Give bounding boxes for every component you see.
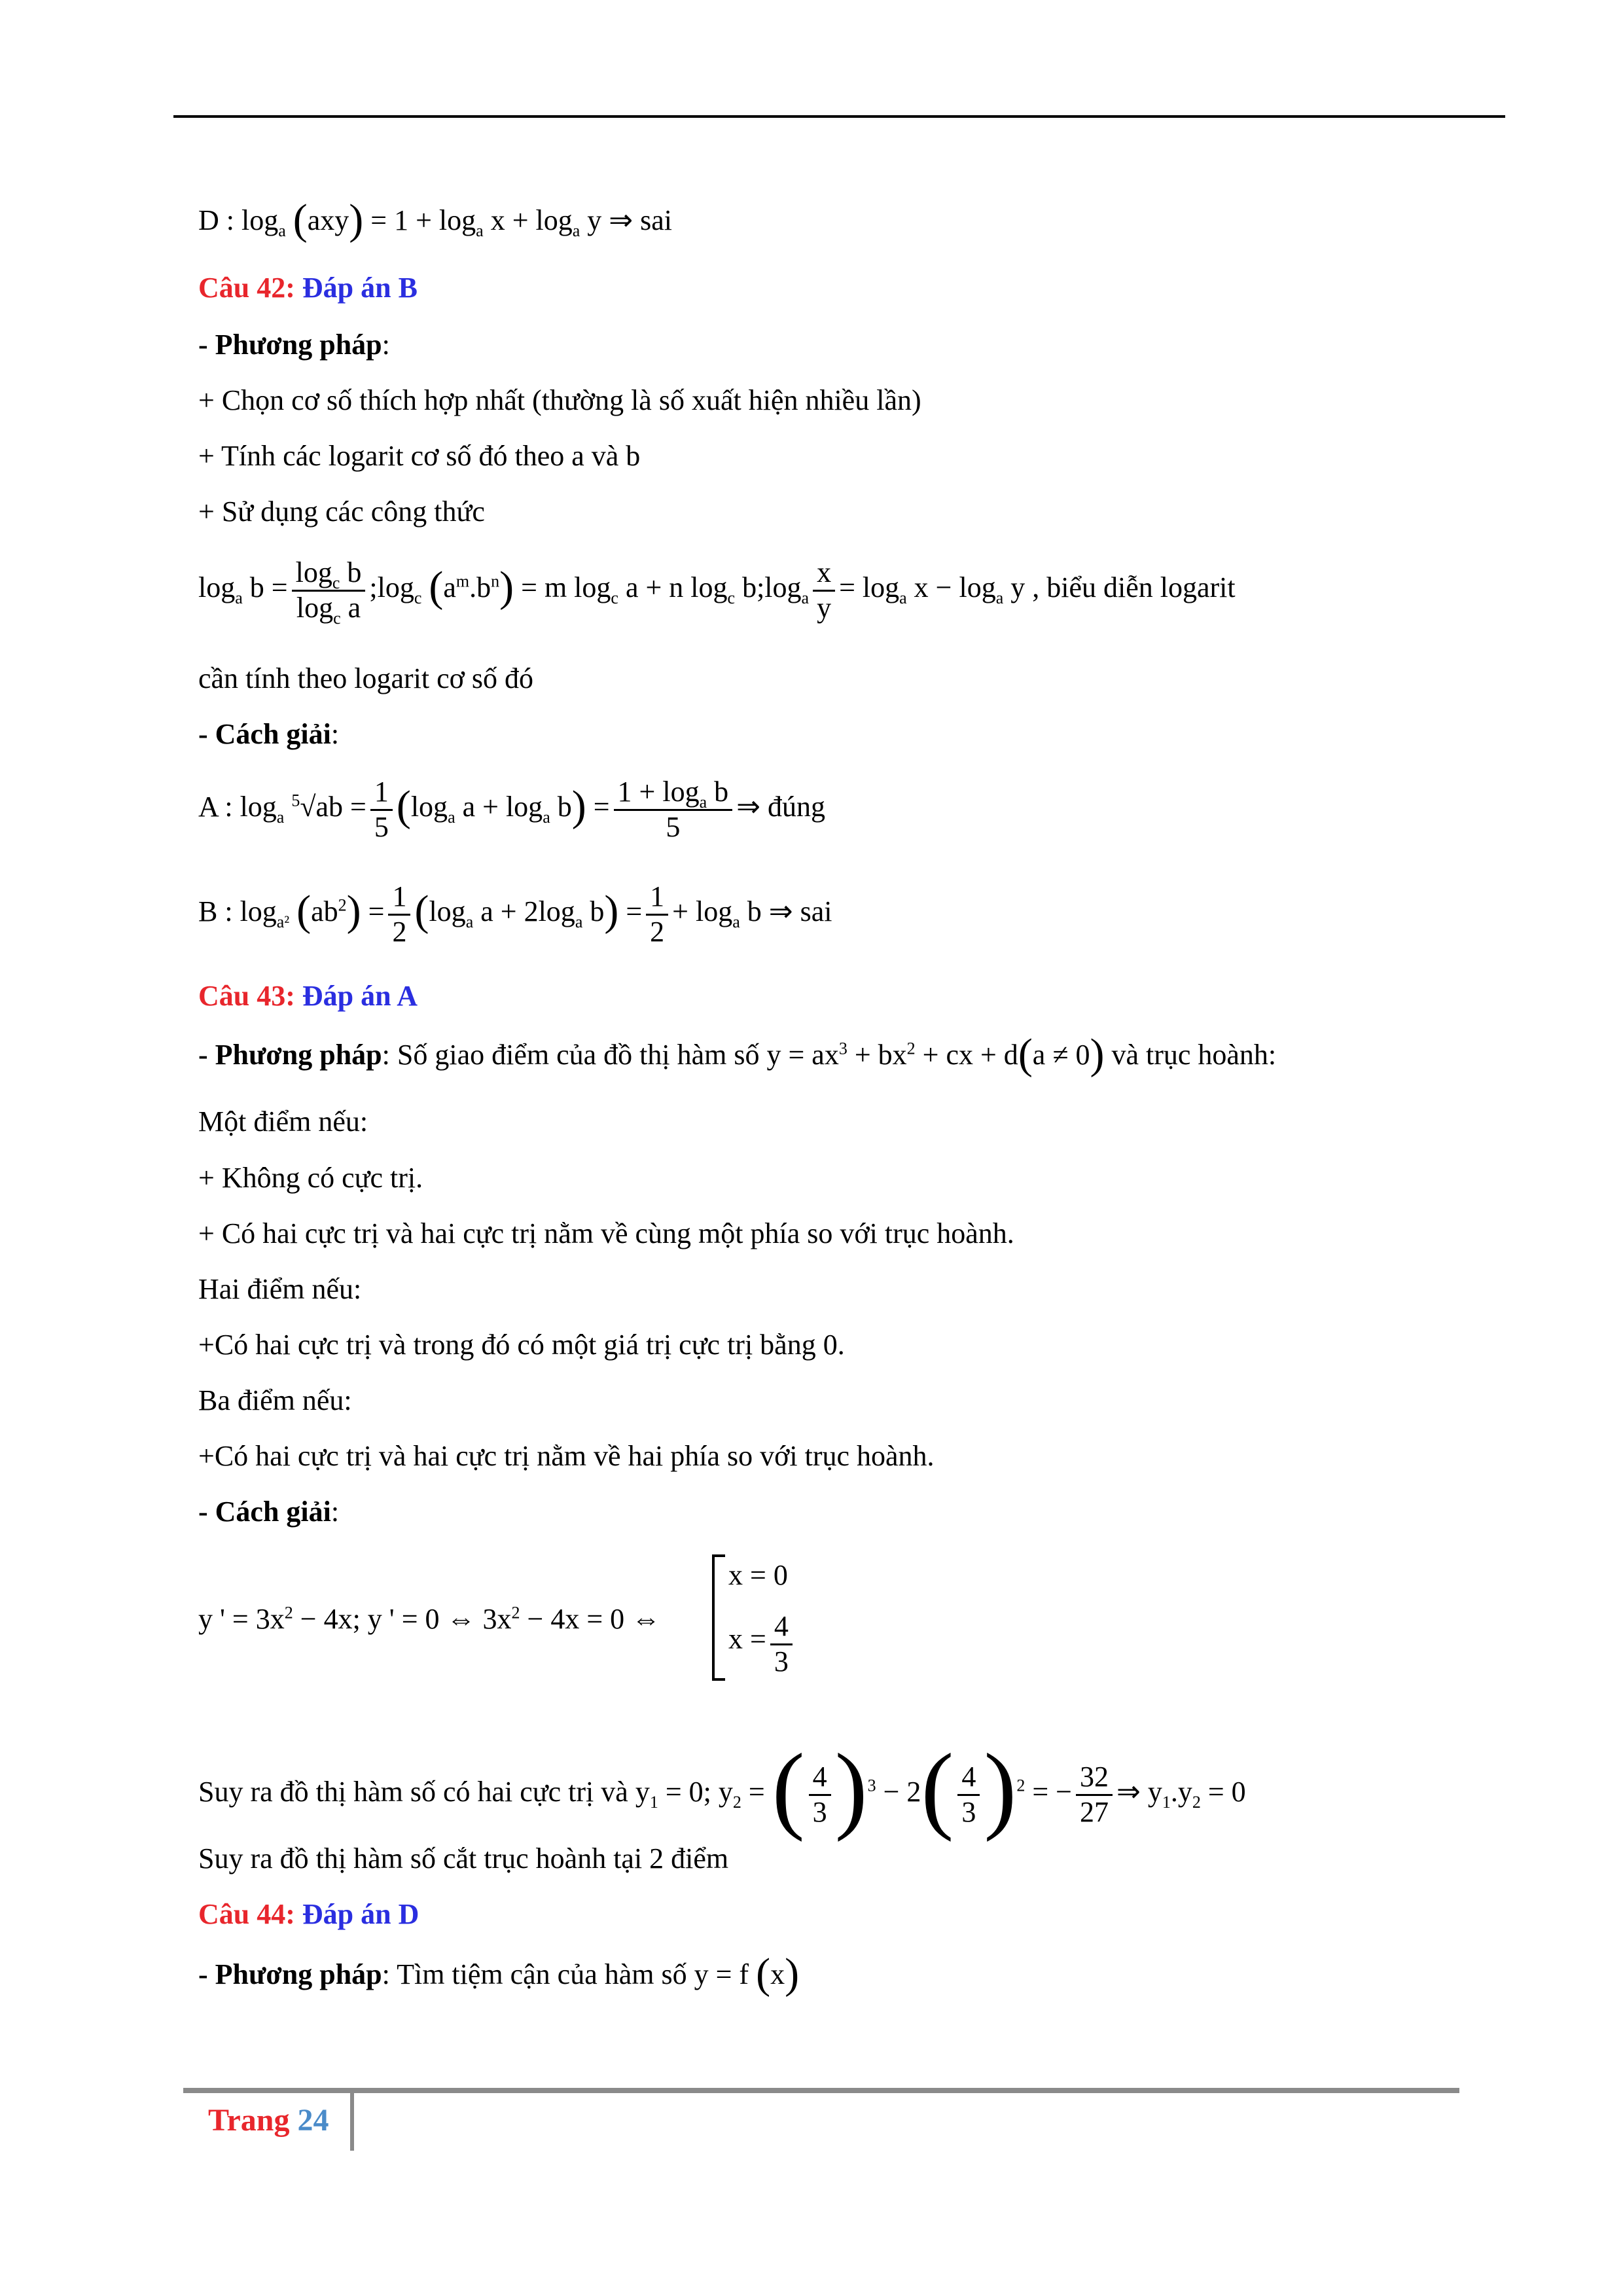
q43-line-7: +Có hai cực trị và hai cực trị nằm về hai phía so với trục hoành. xyxy=(198,1440,935,1472)
statement-b: B : $\log_{a^2} (ab^2)$ = $\frac{1}{2}$ ($\log_a$ $a + 2\log_a$ b) = $\frac{1}{2}$ + $\log_a b$ ⇒ sai xyxy=(198,880,832,948)
footer-divider xyxy=(350,2092,354,2151)
conclusion-43: Suy ra đồ thị hàm số cắt trục hoành tại 2 điểm xyxy=(198,1842,729,1874)
question-44-heading: Câu 44: Đáp án D xyxy=(198,1898,419,1930)
statement-d: D : $\log_a (axy) = 1 + \log_a x + \log_a y$ ⇒ sai xyxy=(198,196,673,243)
q43-line-1: Một điểm nếu: xyxy=(198,1105,368,1138)
q42-method-label: - Phương pháp: xyxy=(198,329,390,361)
log-formulas: $\log_a b$ = $\frac{\log_c b}{\log_c a}$ $;\log_c$ $(a^m.b^n) = m$ $\log_c a + n$ $\log_c$ $b;\log_a$ $\frac{x}{y}$ = $\log_a x - \log_a y$ , biểu diễn logarit xyxy=(198,556,1236,628)
q43-solution-label: - Cách giải: xyxy=(198,1496,340,1528)
q43-method: - Phương pháp: Số giao điểm của đồ thị hàm số $y = ax^3 + bx^2$ + cx + d(a ≠ 0) và trục hoành: xyxy=(198,1030,1277,1078)
q42-line-2: + Tính các logarit cơ số đó theo a và b xyxy=(198,440,641,472)
formula-continuation: cần tính theo logarit cơ số đó xyxy=(198,662,534,694)
derivative-equation: y ' = $3x^2 - 4x$; y ' = 0 ⇔ $3x^2 - 4x = 0$ ⇔ xyxy=(198,1603,661,1635)
footer-rule xyxy=(183,2088,1459,2093)
q43-line-4: Hai điểm nếu: xyxy=(198,1273,362,1305)
q42-line-1: + Chọn cơ số thích hợp nhất (thường là số xuất hiện nhiều lần) xyxy=(198,384,921,416)
q43-line-2: + Không có cực trị. xyxy=(198,1162,423,1194)
statement-a: A : $\log_a ^5√ab$ = $\frac{1}{5}$ ($\log_a$ $a + \log_a b$) = $\frac{1 + \log_a b}{5}$ ⇒ đúng xyxy=(198,776,826,843)
system-bracket xyxy=(712,1554,725,1681)
header-rule xyxy=(173,115,1505,118)
q43-line-3: + Có hai cực trị và hai cực trị nằm về cùng một phía so với trục hoành. xyxy=(198,1217,1014,1249)
q42-solution-label: - Cách giải: xyxy=(198,718,340,750)
extrema-values: Suy ra đồ thị hàm số có hai cực trị và $y_1 = 0$; $y_2$ = ( $\frac{4}{3}$ )$^3$ − 2( $\frac{4}{3}$ )$^2$ = − $\frac{32}{27}$ ⇒ $y_1.y_2 = 0$ xyxy=(198,1734,1246,1843)
question-43-heading: Câu 43: Đáp án A xyxy=(198,980,418,1012)
q43-line-6: Ba điểm nếu: xyxy=(198,1384,352,1416)
q44-method: - Phương pháp: Tìm tiệm cận của hàm số y = f (x) xyxy=(198,1950,800,1998)
q43-line-5: +Có hai cực trị và trong đó có một giá trị cực trị bằng 0. xyxy=(198,1329,845,1361)
root-x43: x = $\frac{4}{3}$ xyxy=(728,1610,796,1678)
question-42-heading: Câu 42: Đáp án B xyxy=(198,272,418,304)
root-x0: x = 0 xyxy=(728,1559,788,1591)
q42-line-3: + Sử dụng các công thức xyxy=(198,495,485,528)
page-number: Trang 24 xyxy=(208,2103,329,2138)
